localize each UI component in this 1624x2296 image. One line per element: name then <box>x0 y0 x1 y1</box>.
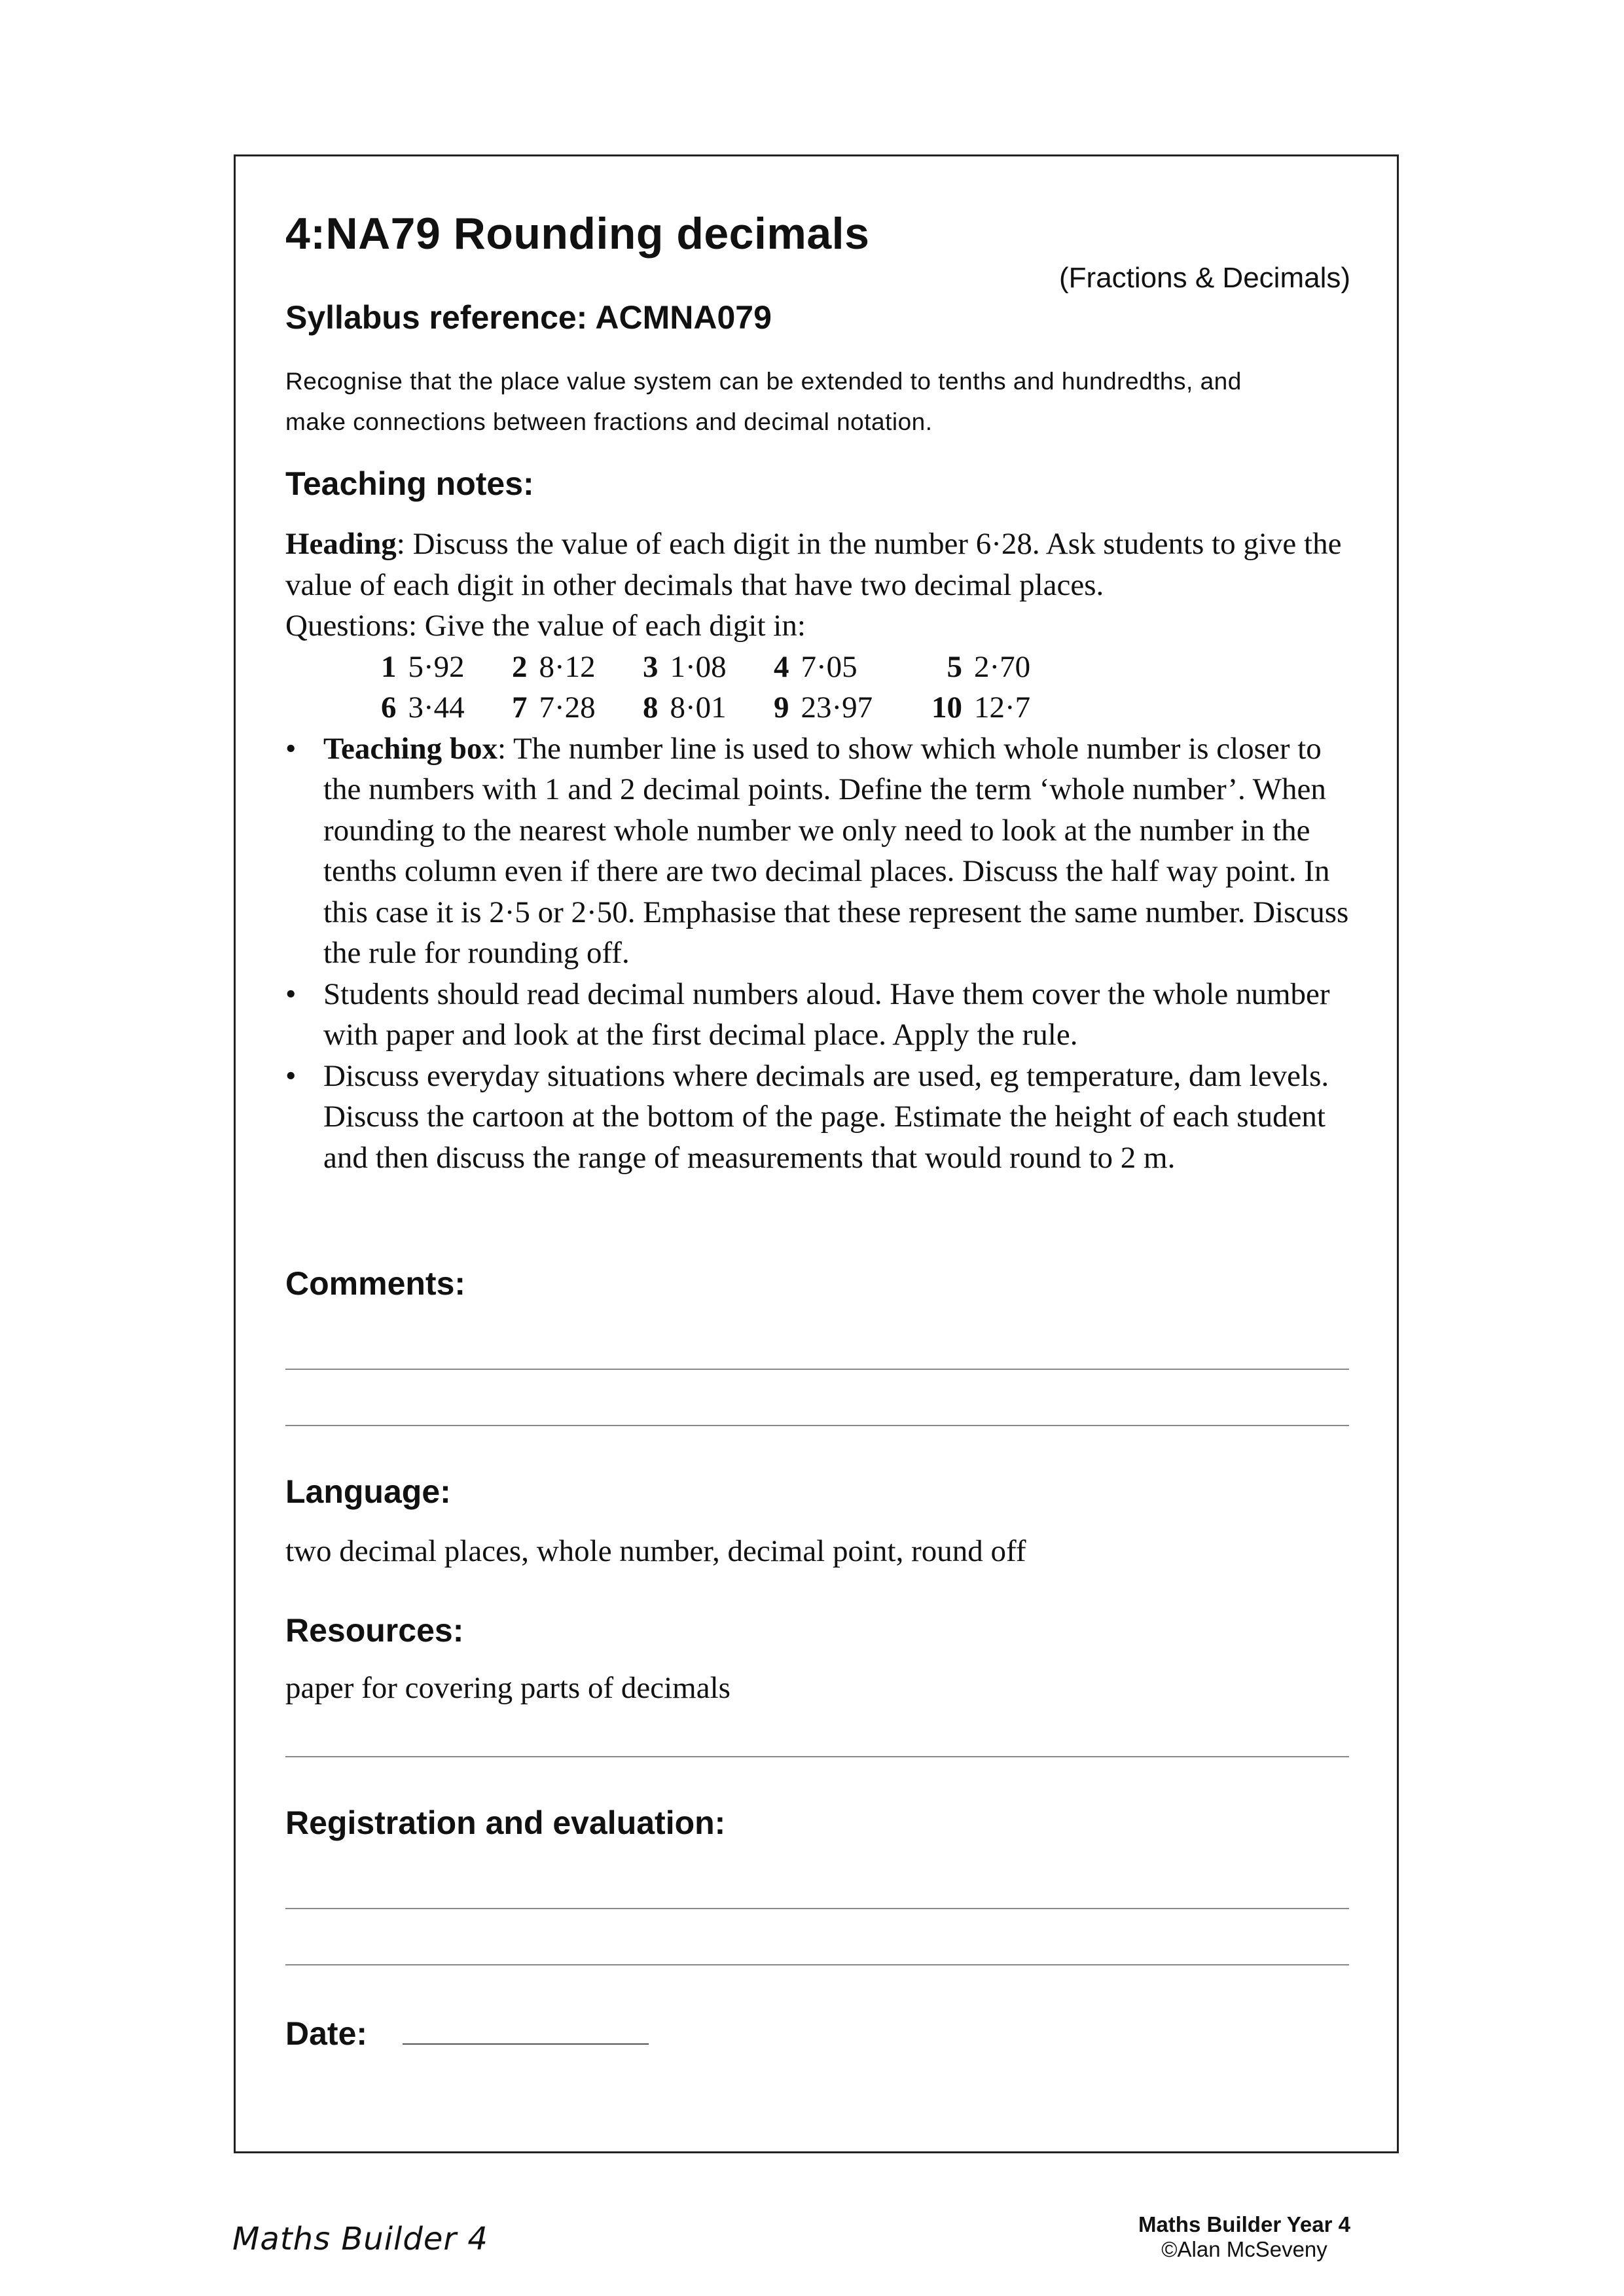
questions-grid <box>381 647 1359 728</box>
question-value: 5·92 <box>408 649 465 684</box>
question-item <box>774 647 931 688</box>
teaching-notes-heading: Teaching notes: <box>285 465 534 502</box>
date-field-line <box>403 2043 649 2045</box>
strand-category: (Fractions & Decimals) <box>1059 262 1350 294</box>
resources-heading: Resources: <box>285 1612 464 1649</box>
question-value: 1·08 <box>670 649 727 684</box>
syllabus-heading: Syllabus reference: ACMNA079 <box>285 299 772 336</box>
question-item <box>931 687 1088 728</box>
comments-writing-line <box>285 1369 1349 1370</box>
resources-text: paper for covering parts of decimals <box>285 1671 731 1705</box>
teaching-bullet-text: Discuss everyday situations where decimals are used, eg temperature, dam levels. Discuss the cartoon at the bottom of the page. Estimate the height of each student and then discuss the range of measurements that would round to 2 m. <box>323 1058 1329 1175</box>
teaching-bullets <box>285 728 1359 1179</box>
question-number: 10 <box>931 691 962 725</box>
registration-writing-line <box>285 1908 1349 1909</box>
resources-writing-line <box>285 1756 1349 1757</box>
footer-credit <box>1138 2212 1350 2262</box>
syllabus-description-line: Recognise that the place value system can be extended to tenths and hundredths, and <box>285 368 1242 395</box>
questions-intro: Questions: Give the value of each digit in: <box>285 609 806 643</box>
teaching-bullet <box>285 728 1359 974</box>
language-heading: Language: <box>285 1473 451 1510</box>
question-number: 4 <box>774 649 789 684</box>
question-value: 7·28 <box>539 691 596 725</box>
question-number: 1 <box>381 649 397 684</box>
questions-row <box>381 687 1359 728</box>
question-number: 7 <box>512 691 528 725</box>
question-item <box>931 647 1088 688</box>
teaching-box-label: Teaching box <box>323 731 497 766</box>
question-number: 3 <box>643 649 659 684</box>
comments-heading: Comments: <box>285 1265 466 1302</box>
question-number: 8 <box>643 691 659 725</box>
comments-writing-line <box>285 1425 1349 1426</box>
question-number: 6 <box>381 691 397 725</box>
question-item <box>774 687 931 728</box>
questions-row <box>381 647 1359 688</box>
teaching-bullet <box>285 974 1359 1056</box>
syllabus-description <box>285 361 1346 442</box>
question-value: 2·70 <box>974 649 1031 684</box>
registration-heading: Registration and evaluation: <box>285 1804 726 1841</box>
question-item <box>381 687 512 728</box>
date-label: Date: <box>285 2015 368 2052</box>
footer-copyright: ©Alan McSeveny <box>1161 2237 1327 2261</box>
question-number: 9 <box>774 691 789 725</box>
question-item <box>643 647 774 688</box>
question-value: 8·12 <box>539 649 596 684</box>
footer-book-title: Maths Builder Year 4 <box>1138 2212 1350 2236</box>
question-item <box>512 647 643 688</box>
question-number: 5 <box>947 649 962 684</box>
question-value: 3·44 <box>408 691 465 725</box>
question-value: 23·97 <box>801 691 873 725</box>
heading-note <box>285 524 1359 605</box>
language-text: two decimal places, whole number, decimal point, round off <box>285 1534 1026 1568</box>
heading-note-text: : Discuss the value of each digit in the number 6·28. Ask students to give the value of each digit in other decimals that have two decimal places. <box>285 527 1342 602</box>
teaching-bullet <box>285 1056 1359 1179</box>
question-item <box>381 647 512 688</box>
question-value: 8·01 <box>670 691 727 725</box>
footer-series-logo: Maths Builder 4 <box>232 2221 488 2257</box>
question-value: 7·05 <box>801 649 857 684</box>
question-item <box>643 687 774 728</box>
syllabus-description-line: make connections between fractions and decimal notation. <box>285 408 933 435</box>
heading-note-label: Heading <box>285 527 397 561</box>
teaching-bullet-text: : The number line is used to show which whole number is closer to the numbers with 1 and 2 decimal points. Define the term ‘whole number’. When rounding to the nearest whole number we only need to look at the number in the tenths column even if there are two decimal places. Discuss the half way point. In this case it is 2·5 or 2·50. Emphasise that these represent the same number. Discuss the rule for rounding off. <box>323 731 1349 970</box>
teaching-notes-body <box>285 524 1359 1178</box>
page-title: 4:NA79 Rounding decimals <box>285 209 870 259</box>
question-item <box>512 687 643 728</box>
question-number: 2 <box>512 649 528 684</box>
teaching-bullet-text: Students should read decimal numbers aloud. Have them cover the whole number with paper and look at the first decimal place. Apply the rule. <box>323 977 1330 1052</box>
registration-writing-line <box>285 1964 1349 1965</box>
question-value: 12·7 <box>974 691 1031 725</box>
